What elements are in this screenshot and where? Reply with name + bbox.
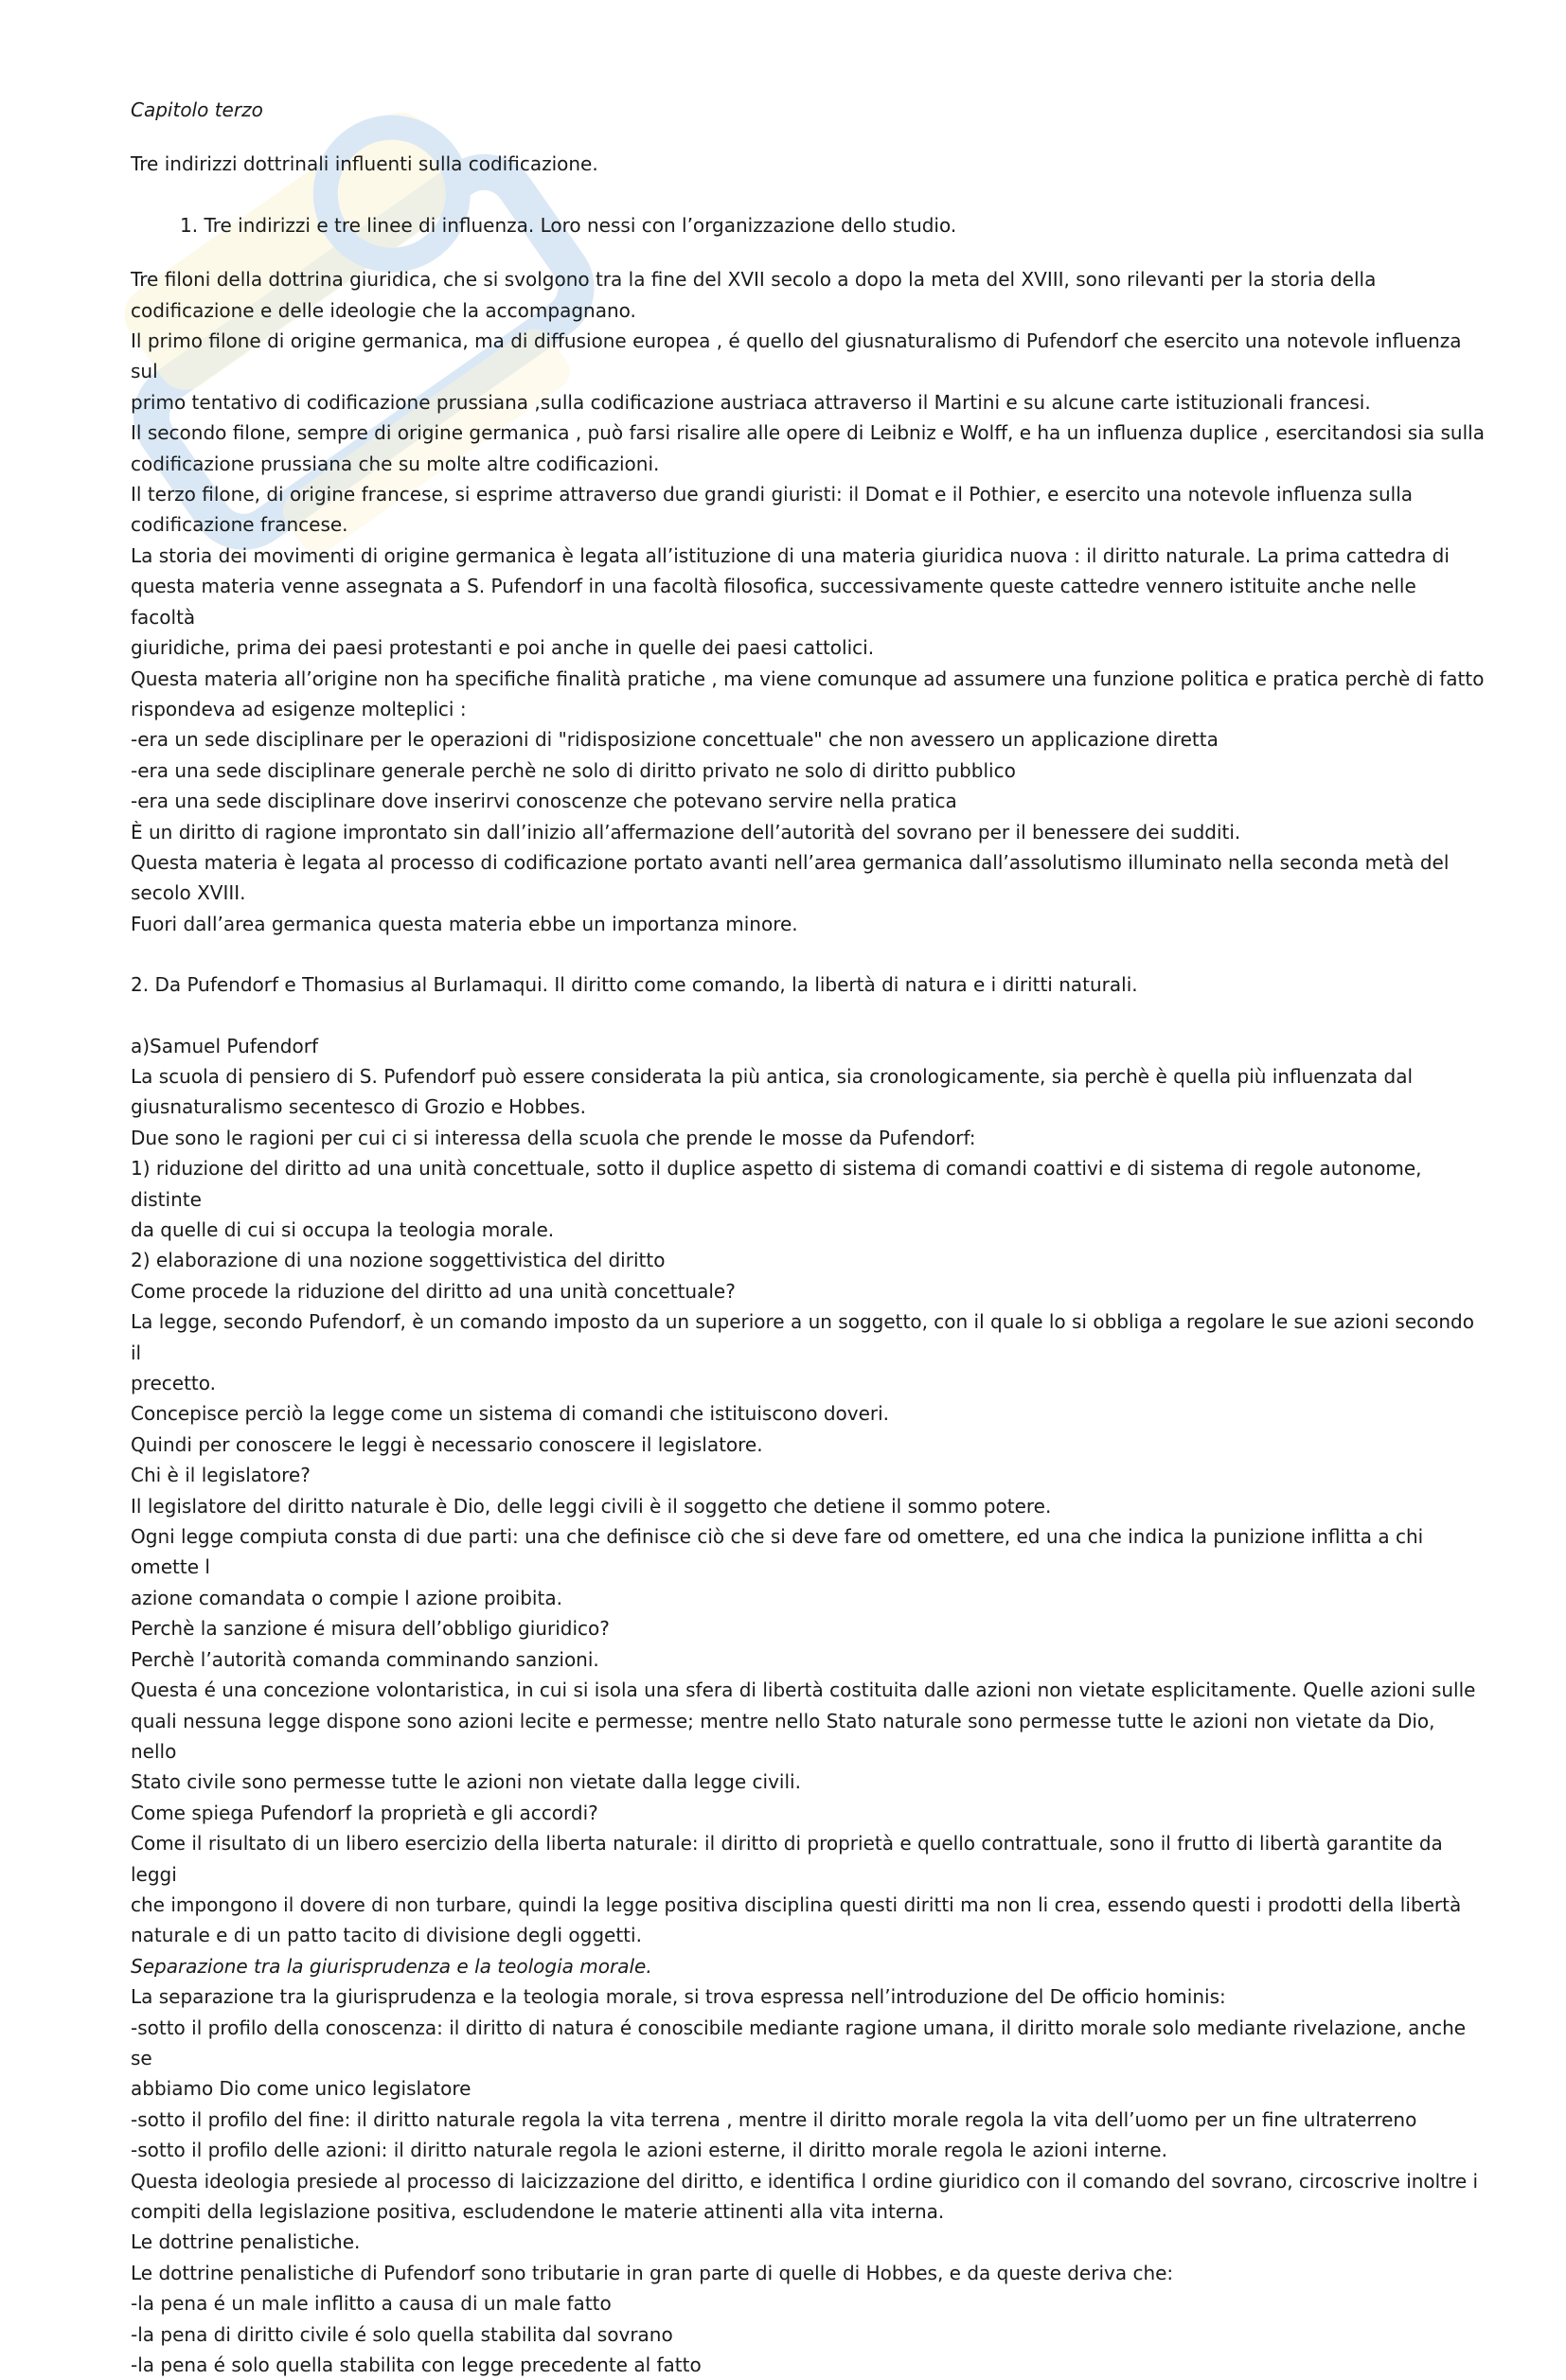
text-line: codificazione francese.: [131, 513, 348, 537]
text-line: -la pena é un male inflitto a causa di un male fatto: [131, 2292, 612, 2316]
section-2-body: [131, 1031, 1485, 2380]
text-line: Ogni legge compiuta consta di due parti: una che definisce ciò che si deve fare od omettere, ed una che indica la punizione inflitta a chi omette l: [131, 1525, 1424, 1579]
text-line: Chi è il legislatore?: [131, 1464, 311, 1487]
text-line: -era un sede disciplinare per le operazioni di "ridisposizione concettuale" che non avessero un applicazione diretta: [131, 728, 1219, 752]
italic-subheading: Separazione tra la giurisprudenza e la teologia morale.: [131, 1954, 652, 1978]
text-line: -sotto il profilo delle azioni: il diritto naturale regola le azioni esterne, il diritto morale regola le azioni interne.: [131, 2139, 1167, 2162]
text-line: codificazione prussiana che su molte altre codificazioni.: [131, 452, 660, 475]
text-line: 2) elaborazione di una nozione soggettivistica del diritto: [131, 1249, 666, 1272]
text-line: rispondeva ad esigenze molteplici :: [131, 697, 467, 720]
section-1-heading: 1. Tre indirizzi e tre linee di influenza. Loro nessi con l’organizzazione dello studio.: [180, 213, 957, 237]
text-line: -la pena é solo quella stabilita con legge precedente al fatto: [131, 2353, 702, 2377]
chapter-label: Capitolo terzo: [131, 98, 263, 121]
text-line: 1) riduzione del diritto ad una unità concettuale, sotto il duplice aspetto di sistema di comandi coattivi e di sistema di regole autonome, distinte: [131, 1157, 1422, 1211]
text-line: abbiamo Dio come unico legislatore: [131, 2077, 472, 2101]
text-line: azione comandata o compie l azione proibita.: [131, 1586, 562, 1609]
text-line: La separazione tra la giurisprudenza e la teologia morale, si trova espressa nell’introduzione del De officio hominis:: [131, 1985, 1226, 2009]
subsection-heading: a)Samuel Pufendorf: [131, 1034, 318, 1057]
text-line: compiti della legislazione positiva, escludendone le materie attinenti alla vita interna.: [131, 2200, 945, 2223]
text-line: -era una sede disciplinare generale perchè ne solo di diritto privato ne solo di diritto pubblico: [131, 758, 1016, 782]
text-line: Come spiega Pufendorf la proprietà e gli accordi?: [131, 1801, 598, 1824]
text-line: Due sono le ragioni per cui ci si interessa della scuola che prende le mosse da Pufendorf:: [131, 1126, 976, 1149]
text-line: La scuola di pensiero di S. Pufendorf può essere considerata la più antica, sia cronologicamente, sia perchè è quella più influenzata dal: [131, 1064, 1414, 1088]
text-line: Tre filoni della dottrina giuridica, che si svolgono tra la fine del XVII secolo a dopo la meta del XVIII, sono rilevanti per la storia della: [131, 268, 1377, 292]
text-line: Perchè l’autorità comanda comminando sanzioni.: [131, 1647, 599, 1671]
text-line: -era una sede disciplinare dove inserirvi conoscenze che potevano servire nella pratica: [131, 790, 957, 813]
text-line: codificazione e delle ideologie che la accompagnano.: [131, 298, 636, 322]
text-line: -sotto il profilo della conoscenza: il diritto di natura é conoscibile mediante ragione umana, il diritto morale solo mediante rivelazione, anche se: [131, 2016, 1467, 2069]
text-line: La storia dei movimenti di origine germanica è legata all’istituzione di una materia giuridica nuova : il diritto naturale. La prima cattedra di: [131, 543, 1450, 567]
section-2-heading: 2. Da Pufendorf e Thomasius al Burlamaqui. Il diritto come comando, la libertà di natura e i diritti naturali.: [131, 973, 1138, 997]
text-line: -la pena di diritto civile é solo quella stabilita dal sovrano: [131, 2322, 673, 2346]
text-line: da quelle di cui si occupa la teologia morale.: [131, 1218, 555, 1241]
text-line: -sotto il profilo del fine: il diritto naturale regola la vita terrena , mentre il diritto morale regola la vita dell’uomo per un fine ultraterreno: [131, 2107, 1417, 2131]
text-line: che impongono il dovere di non turbare, quindi la legge positiva disciplina questi diritti ma non li crea, essendo questi i prodotti della libertà: [131, 1892, 1462, 1916]
text-line: questa materia venne assegnata a S. Pufendorf in una facoltà filosofica, successivamente queste cattedre vennero istituite anche nelle facoltà: [131, 575, 1416, 629]
text-line: quali nessuna legge dispone sono azioni lecite e permesse; mentre nello Stato naturale sono permesse tutte le azioni non vietate da Dio, nello: [131, 1709, 1435, 1763]
text-line: Le dottrine penalistiche.: [131, 2230, 361, 2254]
text-line: È un diritto di ragione improntato sin dall’inizio all’affermazione dell’autorità del sovrano per il benessere dei sudditi.: [131, 820, 1241, 844]
text-line: naturale e di un patto tacito di divisione degli oggetti.: [131, 1924, 642, 1947]
text-line: Come il risultato di un libero esercizio della liberta naturale: il diritto di proprietà e quello contrattuale, sono il frutto di libertà garantite da leggi: [131, 1832, 1443, 1886]
text-line: Stato civile sono permesse tutte le azioni non vietate dalla legge civili.: [131, 1770, 801, 1794]
text-line: Perchè la sanzione é misura dell’obbligo giuridico?: [131, 1617, 610, 1641]
text-line: Le dottrine penalistiche di Pufendorf sono tributarie in gran parte di quelle di Hobbes, e da queste deriva che:: [131, 2261, 1174, 2284]
text-line: Questa é una concezione volontaristica, in cui si isola una sfera di libertà costituita dalle azioni non vietate esplicitamente. Quelle azioni sulle: [131, 1678, 1476, 1702]
section-1-body: [131, 264, 1485, 939]
document-page: [131, 95, 1485, 2380]
text-line: Fuori dall’area germanica questa materia ebbe un importanza minore.: [131, 912, 798, 935]
document-title: Tre indirizzi dottrinali influenti sulla codificazione.: [131, 152, 598, 176]
text-line: precetto.: [131, 1372, 217, 1395]
text-line: Concepisce perciò la legge come un sistema di comandi che istituiscono doveri.: [131, 1402, 890, 1426]
text-line: La legge, secondo Pufendorf, è un comando imposto da un superiore a un soggetto, con il quale lo si obbliga a regolare le sue azioni secondo il: [131, 1310, 1474, 1364]
text-line: Il legislatore del diritto naturale è Dio, delle leggi civili è il soggetto che detiene il sommo potere.: [131, 1494, 1052, 1518]
text-line: Questa materia all’origine non ha specifiche finalità pratiche , ma viene comunque ad assumere una funzione politica e pratica perchè di fatto: [131, 666, 1485, 690]
text-line: Come procede la riduzione del diritto ad una unità concettuale?: [131, 1279, 736, 1303]
text-line: Il terzo filone, di origine francese, si esprime attraverso due grandi giuristi: il Domat e il Pothier, e esercito una notevole influenza sulla: [131, 483, 1414, 506]
text-line: primo tentativo di codificazione prussiana ,sulla codificazione austriaca attraverso il Martini e su alcune carte istituzionali francesi.: [131, 390, 1371, 414]
text-line: Questa materia è legata al processo di codificazione portato avanti nell’area germanica dall’assolutismo illuminato nella seconda metà del: [131, 850, 1450, 874]
text-line: secolo XVIII.: [131, 881, 246, 905]
text-line: Il primo filone di origine germanica, ma di diffusione europea , é quello del giusnaturalismo di Pufendorf che esercito una notevole influenza sul: [131, 329, 1462, 383]
text-line: Quindi per conoscere le leggi è necessario conoscere il legislatore.: [131, 1432, 763, 1456]
text-line: giuridiche, prima dei paesi protestanti e poi anche in quelle dei paesi cattolici.: [131, 636, 875, 660]
text-line: giusnaturalismo secentesco di Grozio e Hobbes.: [131, 1095, 586, 1119]
text-line: Il secondo filone, sempre di origine germanica , può farsi risalire alle opere di Leibniz e Wolff, e ha un influenza duplice , esercitandosi sia sulla: [131, 421, 1485, 445]
text-line: Questa ideologia presiede al processo di laicizzazione del diritto, e identifica l ordine giuridico con il comando del sovrano, circoscrive inoltre i: [131, 2169, 1479, 2193]
